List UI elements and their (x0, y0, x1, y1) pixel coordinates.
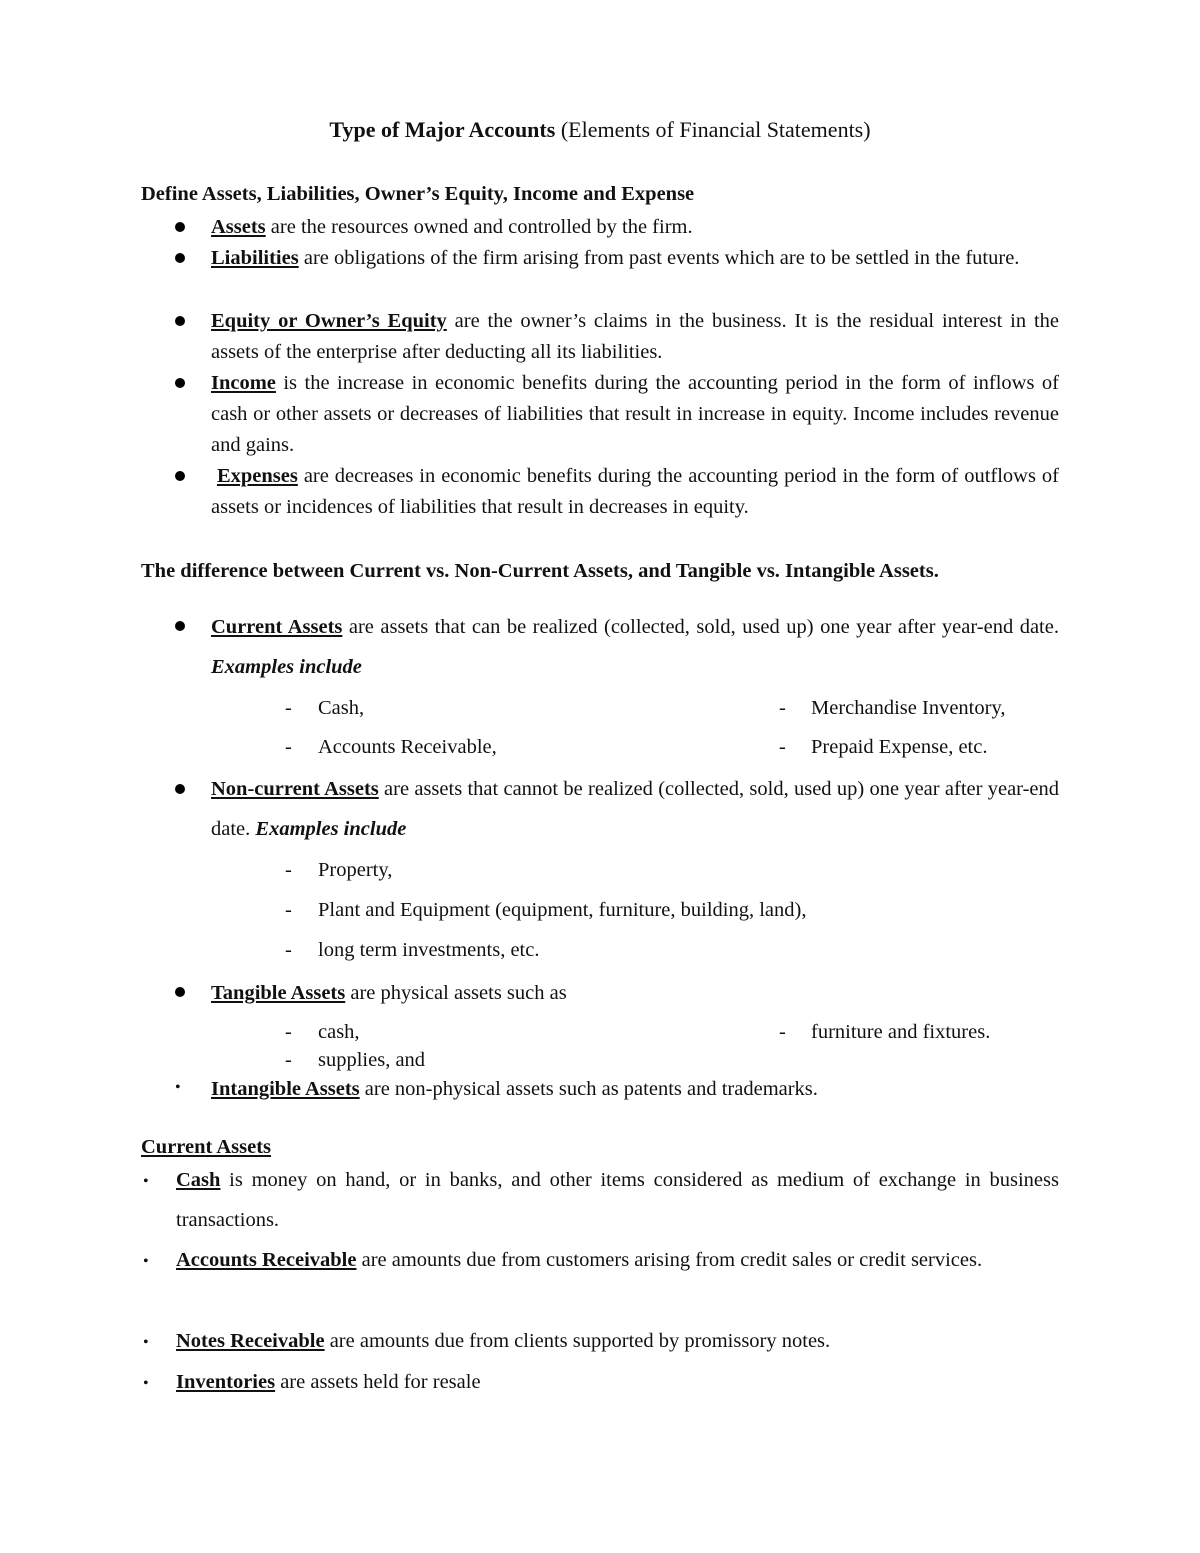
current-asset-inventories: Inventories are assets held for resale (176, 1371, 481, 1393)
bullet-icon: • (143, 1334, 149, 1351)
definition-item-expenses: Expenses are decreases in economic benefits during the accounting period in the form of outflows of assets or incidences of liabilities that result in decreases in equity. (211, 465, 1059, 518)
noncurrent-assets-item: Non-current Assets are assets that cannot be realized (collected, sold, used up) one year after year-end date. Examples include (211, 778, 1060, 840)
bullet-icon: • (143, 1173, 149, 1190)
dash-marker: - (779, 1021, 786, 1043)
intangible-assets-item: Intangible Assets are non-physical assets such as patents and trademarks. (211, 1078, 818, 1100)
example-item: Cash, (318, 697, 365, 719)
dash-marker: - (285, 697, 292, 719)
bullet-icon: • (143, 1375, 149, 1392)
definition-item-liabilities: Liabilities are obligations of the firm arising from past events which are to be settled in the future. (211, 247, 1020, 269)
example-item: cash, (318, 1021, 360, 1043)
current-asset-cash: Cash is money on hand, or in banks, and other items considered as medium of exchange in business transactions. (176, 1169, 1059, 1231)
section3-heading: Current Assets (141, 1136, 272, 1158)
bullet-icon: • (175, 1079, 181, 1096)
bullet-icon: • (143, 1253, 149, 1270)
bullet-icon (175, 987, 185, 997)
dash-marker: - (779, 736, 786, 758)
dash-marker: - (779, 697, 786, 719)
example-item: long term investments, etc. (318, 939, 540, 961)
section2-heading: The difference between Current vs. Non-Current Assets, and Tangible vs. Intangible Assets. (141, 560, 939, 582)
dash-marker: - (285, 899, 292, 921)
dash-marker: - (285, 939, 292, 961)
definition-item-equity: Equity or Owner’s Equity are the owner’s claims in the business. It is the residual interest in the assets of the enterprise after deducting all its liabilities. (211, 310, 1059, 363)
current-asset-accounts-receivable: Accounts Receivable are amounts due from customers arising from credit sales or credit services. (176, 1249, 983, 1271)
example-item: Merchandise Inventory, (811, 697, 1006, 719)
dash-marker: - (285, 1049, 292, 1071)
bullet-icon (175, 621, 185, 631)
tangible-assets-item: Tangible Assets are physical assets such as (211, 982, 567, 1004)
dash-marker: - (285, 736, 292, 758)
title-bold: Type of Major Accounts (329, 117, 556, 142)
page-title (0, 117, 1200, 143)
example-item: Accounts Receivable, (318, 736, 497, 758)
bullet-icon (175, 316, 185, 326)
example-item: furniture and fixtures. (811, 1021, 991, 1043)
example-item: supplies, and (318, 1049, 426, 1071)
bullet-icon (175, 222, 185, 232)
example-item: Property, (318, 859, 393, 881)
example-item: Prepaid Expense, etc. (811, 736, 988, 758)
bullet-icon (175, 471, 185, 481)
bullet-icon (175, 784, 185, 794)
dash-marker: - (285, 1021, 292, 1043)
title-rest: (Elements of Financial Statements) (555, 117, 871, 142)
definition-item-assets: Assets are the resources owned and controlled by the firm. (211, 216, 693, 238)
example-item: Plant and Equipment (equipment, furniture, building, land), (318, 899, 807, 921)
bullet-icon (175, 378, 185, 388)
current-assets-item: Current Assets are assets that can be realized (collected, sold, used up) one year after year-end date. Examples include (211, 616, 1059, 678)
definition-item-income: Income is the increase in economic benefits during the accounting period in the form of inflows of cash or other assets or decreases of liabilities that result in increase in equity. Income includes revenue and gains. (211, 372, 1059, 456)
bullet-icon (175, 253, 185, 263)
section1-heading: Define Assets, Liabilities, Owner’s Equity, Income and Expense (141, 183, 695, 205)
dash-marker: - (285, 859, 292, 881)
current-asset-notes-receivable: Notes Receivable are amounts due from clients supported by promissory notes. (176, 1330, 831, 1352)
